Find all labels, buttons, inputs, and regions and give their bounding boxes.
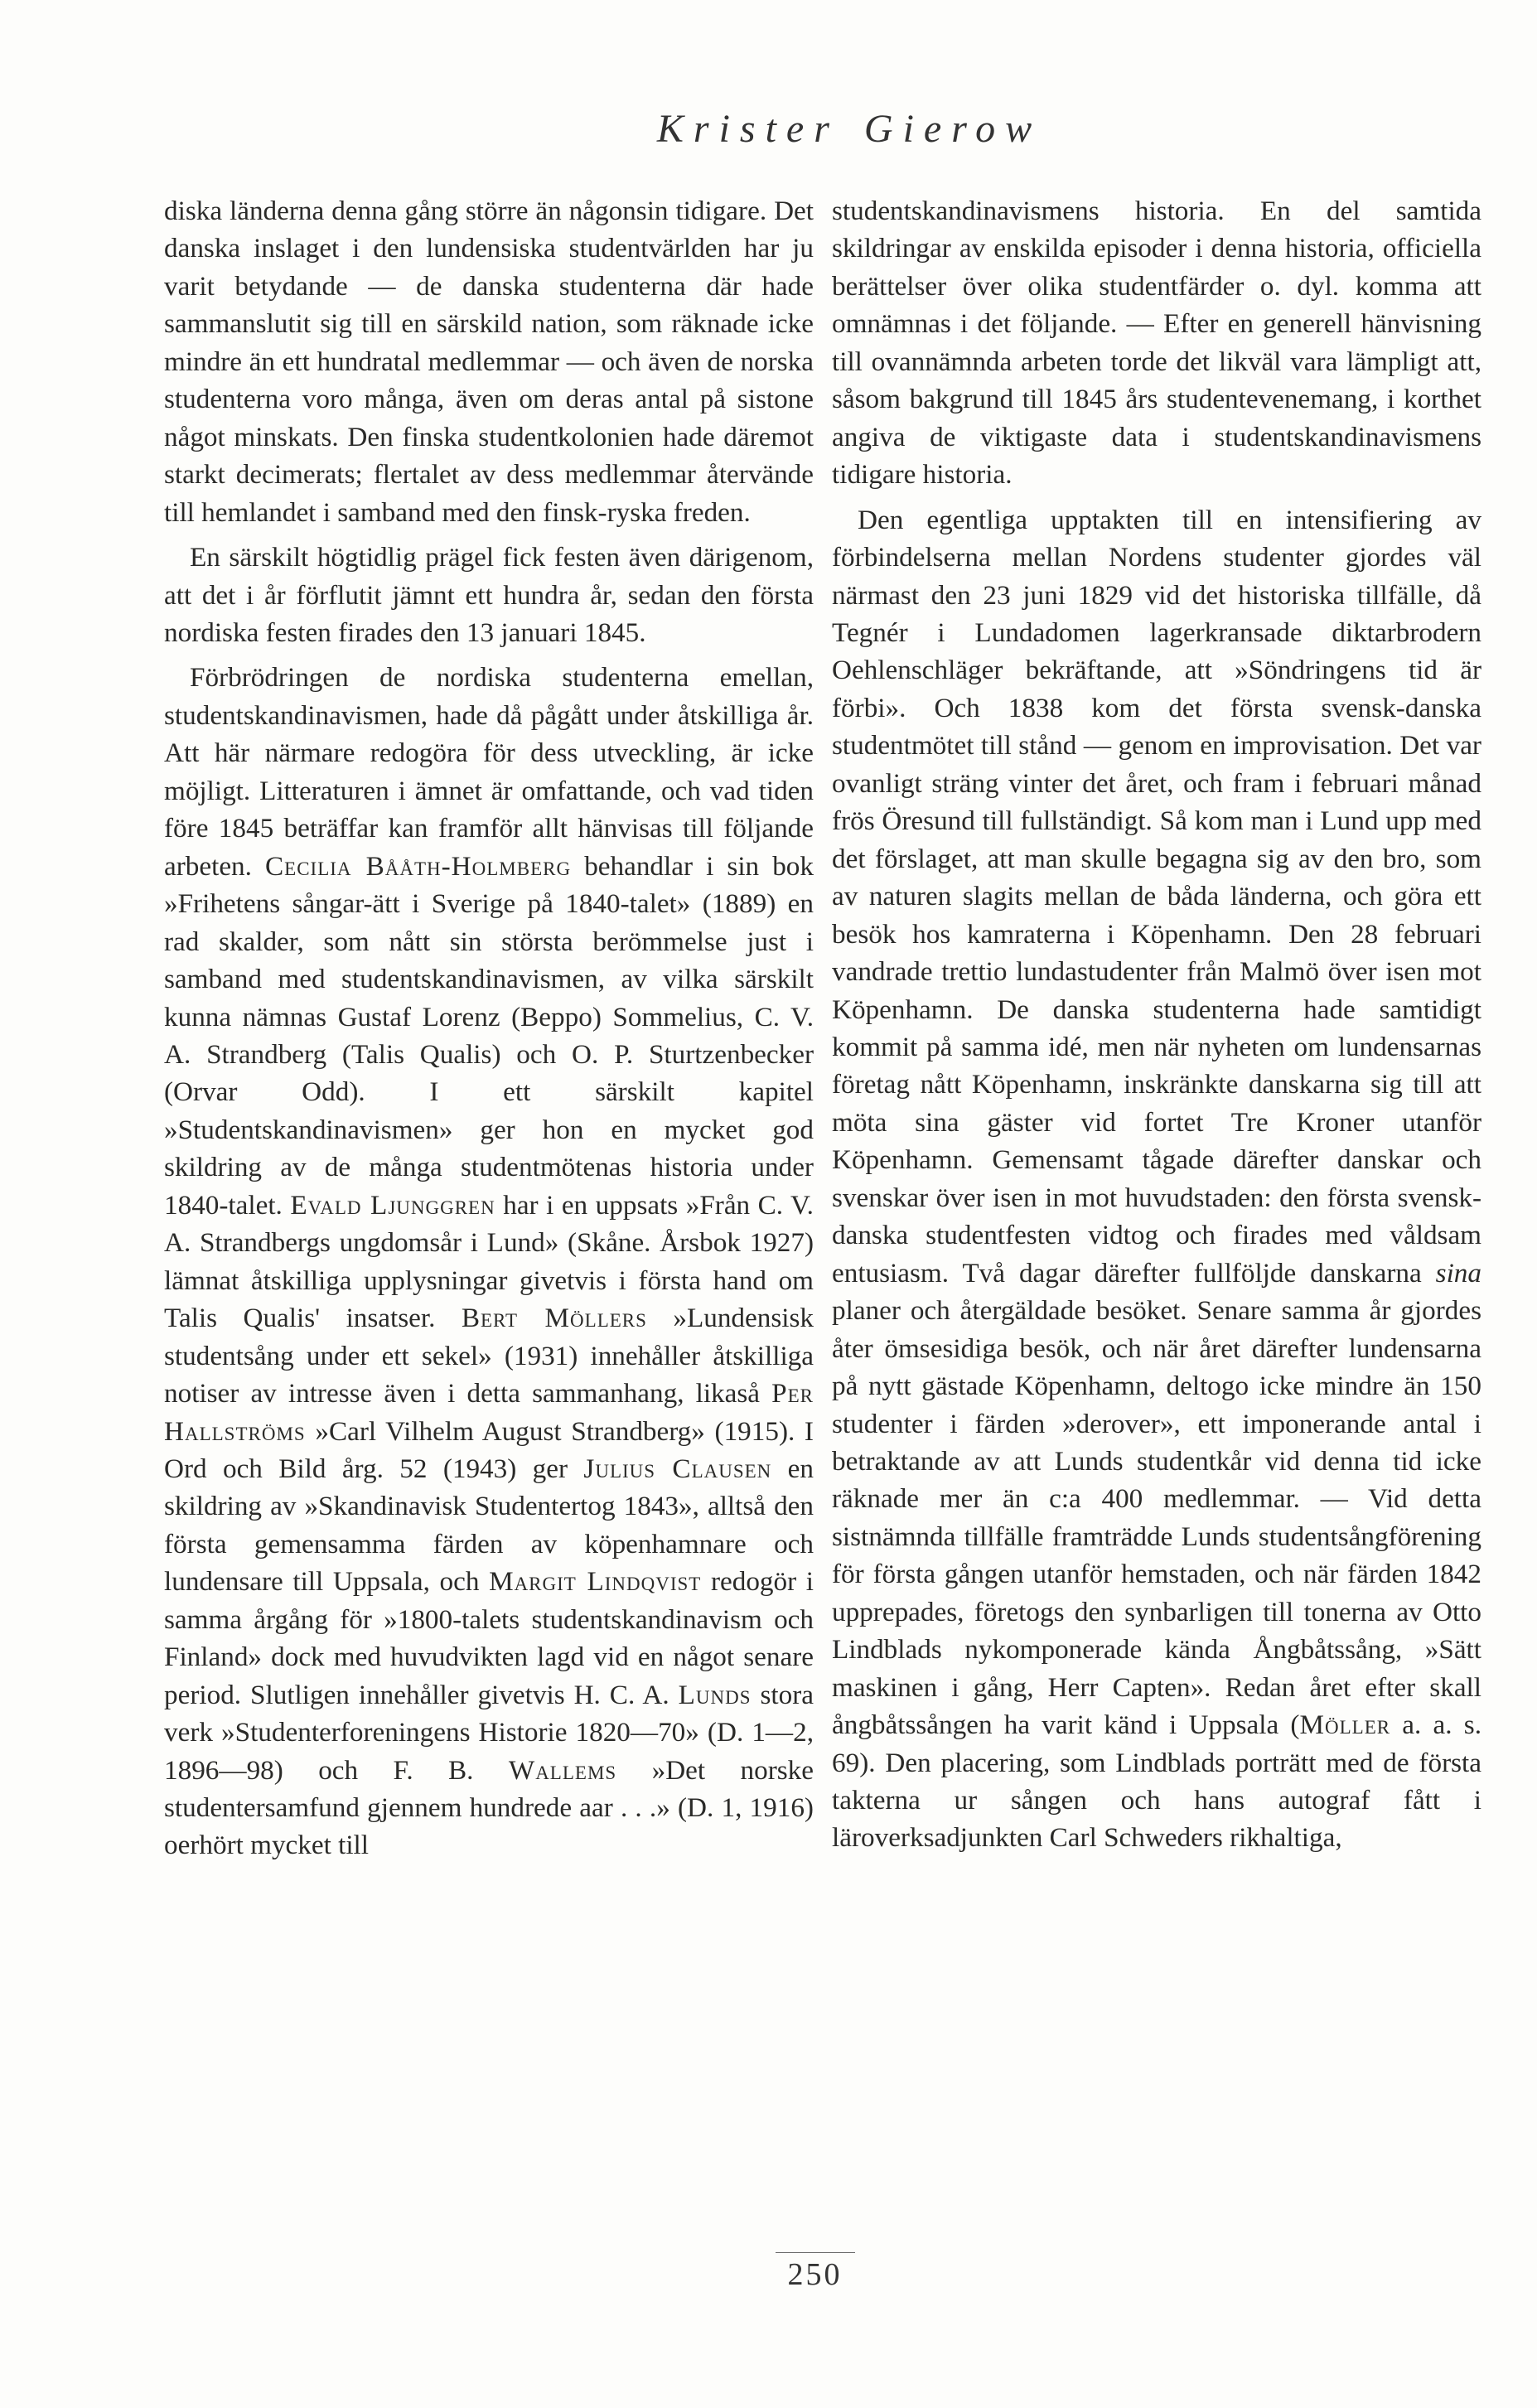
left-column: [164, 192, 814, 1864]
text-segment: »Lundensisk studentsång under ett sekel» (1931) innehåller åtskilliga notiser av intresse även i detta sammanhang, likaså: [164, 1303, 814, 1410]
text-segment: Förbrödringen de nordiska studenterna emellan, studentskandinavismen, hade då pågått under åtskilliga år. Att här närmare redogöra för dess utveckling, är icke möjligt. Litteraturen i ämnet är omfattande, och vad tiden före 1845 beträffar kan framför allt hänvisas till följande arbeten.: [164, 662, 814, 882]
author-name: Möller: [1299, 1709, 1391, 1741]
author-name: Margit Lindqvist: [489, 1566, 702, 1598]
text-segment: en skildring av »Skandinavisk Studentertog 1843», alltså den första gemensamma färden av köpenhamnare och lundensare till Uppsala, och: [164, 1453, 814, 1598]
text-segment: diska länderna denna gång större än någonsin tidigare. Det danska inslaget i den lundensiska studentvärlden har ju varit betydande — de danska studenterna där hade sammanslutit sig till en särskild nation, som räknade icke mindre än ett hundratal medlemmar — och även de norska studenterna voro många, även om deras antal på sistone något minskats. Den finska studentkolonien hade däremot starkt decimerats; flertalet av dess medlemmar återvände till hemlandet i samband med den finsk-ryska freden.: [164, 196, 814, 528]
text-segment: Den egentliga upptakten till en intensifiering av förbindelserna mellan Nordens studenter gjordes väl närmast den 23 juni 1829 vid det historiska tillfälle, då Tegnér i Lundadomen lagerkransade diktarbrodern Oehlenschläger bekräftande, att »Söndringens tid är förbi». Och 1838 kom det första svensk-danska studentmötet till stånd — genom en improvisation. Det var ovanligt sträng vinter det året, och fram i februari månad frös Öresund till fullständigt. Så kom man i Lund upp med det förslaget, att man skulle begagna sig av den bro, som av naturen slagits mellan de båda länderna, och göra ett besök hos kamraterna i Köpenhamn. Den 28 februari vandrade trettio lundastudenter från Malmö över isen mot Köpenhamn. De danska studenterna hade samtidigt kommit på samma idé, men när nyheten om lundensarnas företag nått Köpenhamn, inskränkte danskarna sig till att möta sina gäster vid fortet Tre Kroner utanför Köpenhamn. Gemensamt tågade därefter danskar och svenskar över isen in mot huvudstaden: den första svensk-danska studentfesten vidtog och firades med våldsam entusiasm. Två dagar därefter fullföljde danskarna: [832, 504, 1481, 1289]
text-segment: a. a. s. 69). Den placering, som Lindblads porträtt med de första takterna ur sången och hans autograf fått i läroverksadjunkten Carl Schweders rikhaltiga,: [832, 1709, 1481, 1854]
text-segment: »Det norske studentersamfund gjennem hundrede aar . . .» (D. 1, 1916) oerhört mycket till: [164, 1754, 814, 1861]
page-number-text: 250: [787, 2257, 843, 2292]
author-name: Lunds: [678, 1679, 752, 1710]
paragraph: [832, 192, 1481, 494]
author-first-name: Krister: [656, 107, 839, 151]
paragraph: [164, 192, 814, 531]
text-segment: redogör i samma årgång för »1800-talets studentskandinavism och Finland» dock med huvudvikten lagd vid en något senare period. Slutligen innehåller givetvis H. C. A.: [164, 1566, 814, 1710]
author-name: Evald Ljunggren: [290, 1189, 495, 1221]
paragraph: [164, 539, 814, 651]
text-segment: En särskilt högtidlig prägel fick festen även därigenom, att det i år förflutit jämnt ett hundra år, sedan den första nordiska festen firades den 13 januari 1845.: [164, 542, 814, 648]
text-segment: »Carl Vilhelm August Strandberg» (1915). I Ord och Bild årg. 52 (1943) ger: [164, 1415, 814, 1484]
author-name: Julius Clausen: [583, 1453, 772, 1484]
paragraph: [832, 501, 1481, 1857]
running-head: [0, 106, 1537, 156]
page-number-rule: [776, 2252, 855, 2253]
paragraph: [164, 659, 814, 1864]
author-name: Bert Möllers: [461, 1303, 647, 1334]
text-segment: behandlar i sin bok »Frihetens sångar-ätt i Sverige på 1840-talet» (1889) en rad skalder, som nått sin största berömmelse just i samband med studentskandinavismen, av vilka särskilt kunna nämnas Gustaf Lorenz (Beppo) Sommelius, C. V. A. Strandberg (Talis Qualis) och O. P. Sturtzenbecker (Orvar Odd). I ett särskilt kapitel »Studentskandinavismen» ger hon en mycket god skildring av de många studentmötenas historia under 1840-talet.: [164, 850, 814, 1221]
text-segment: har i en uppsats »Från C. V. A. Strandbergs ungdomsår i Lund» (Skåne. Årsbok 1927) lämnat åtskilliga upplysningar givetvis i första hand om Talis Qualis' insatser.: [164, 1189, 814, 1334]
author-last-name: Gierow: [863, 107, 1042, 151]
page-number: [0, 2252, 1537, 2293]
author-name: Cecilia Bååth-Holmberg: [265, 850, 572, 882]
text-segment: studentskandinavismens historia. En del samtida skildringar av enskilda episoder i denna historia, officiella berättelser över olika studentfärder o. dyl. komma att omnämnas i det följande. — Efter en generell hänvisning till ovannämnda arbeten torde det likväl vara lämpligt att, såsom bakgrund till 1845 års studentevenemang, i korthet angiva de viktigaste data i studentskandinavismens tidigare historia.: [832, 196, 1481, 491]
emphasis: sina: [1435, 1257, 1481, 1289]
author-name: Per Hallströms: [164, 1378, 814, 1447]
author-name: Wallems: [508, 1754, 617, 1786]
right-column: [832, 192, 1481, 1857]
text-segment: stora verk »Studenterforeningens Historie 1820—70» (D. 1—2, 1896—98) och F. B.: [164, 1679, 814, 1786]
text-segment: planer och återgäldade besöket. Senare samma år gjordes åter ömsesidiga besök, och när året därefter lundensarna på nytt gästade Köpenhamn, deltogo icke mindre än 150 studenter i färden »derover», ett imponerande antal i betraktande av att Lunds studentkår vid denna tid icke räknade mer än c:a 400 medlemmar. — Vid detta sistnämnda tillfälle framträdde Lunds studentsångförening för första gången utanför hemstaden, och när färden 1842 upprepades, företogs den synbarligen till tonerna av Otto Lindblads nykomponerade kända Ångbåtssång, »Sätt maskinen i gång, Herr Capten». Redan året efter skall ångbåtssången ha varit känd i Uppsala (: [832, 1295, 1481, 1741]
